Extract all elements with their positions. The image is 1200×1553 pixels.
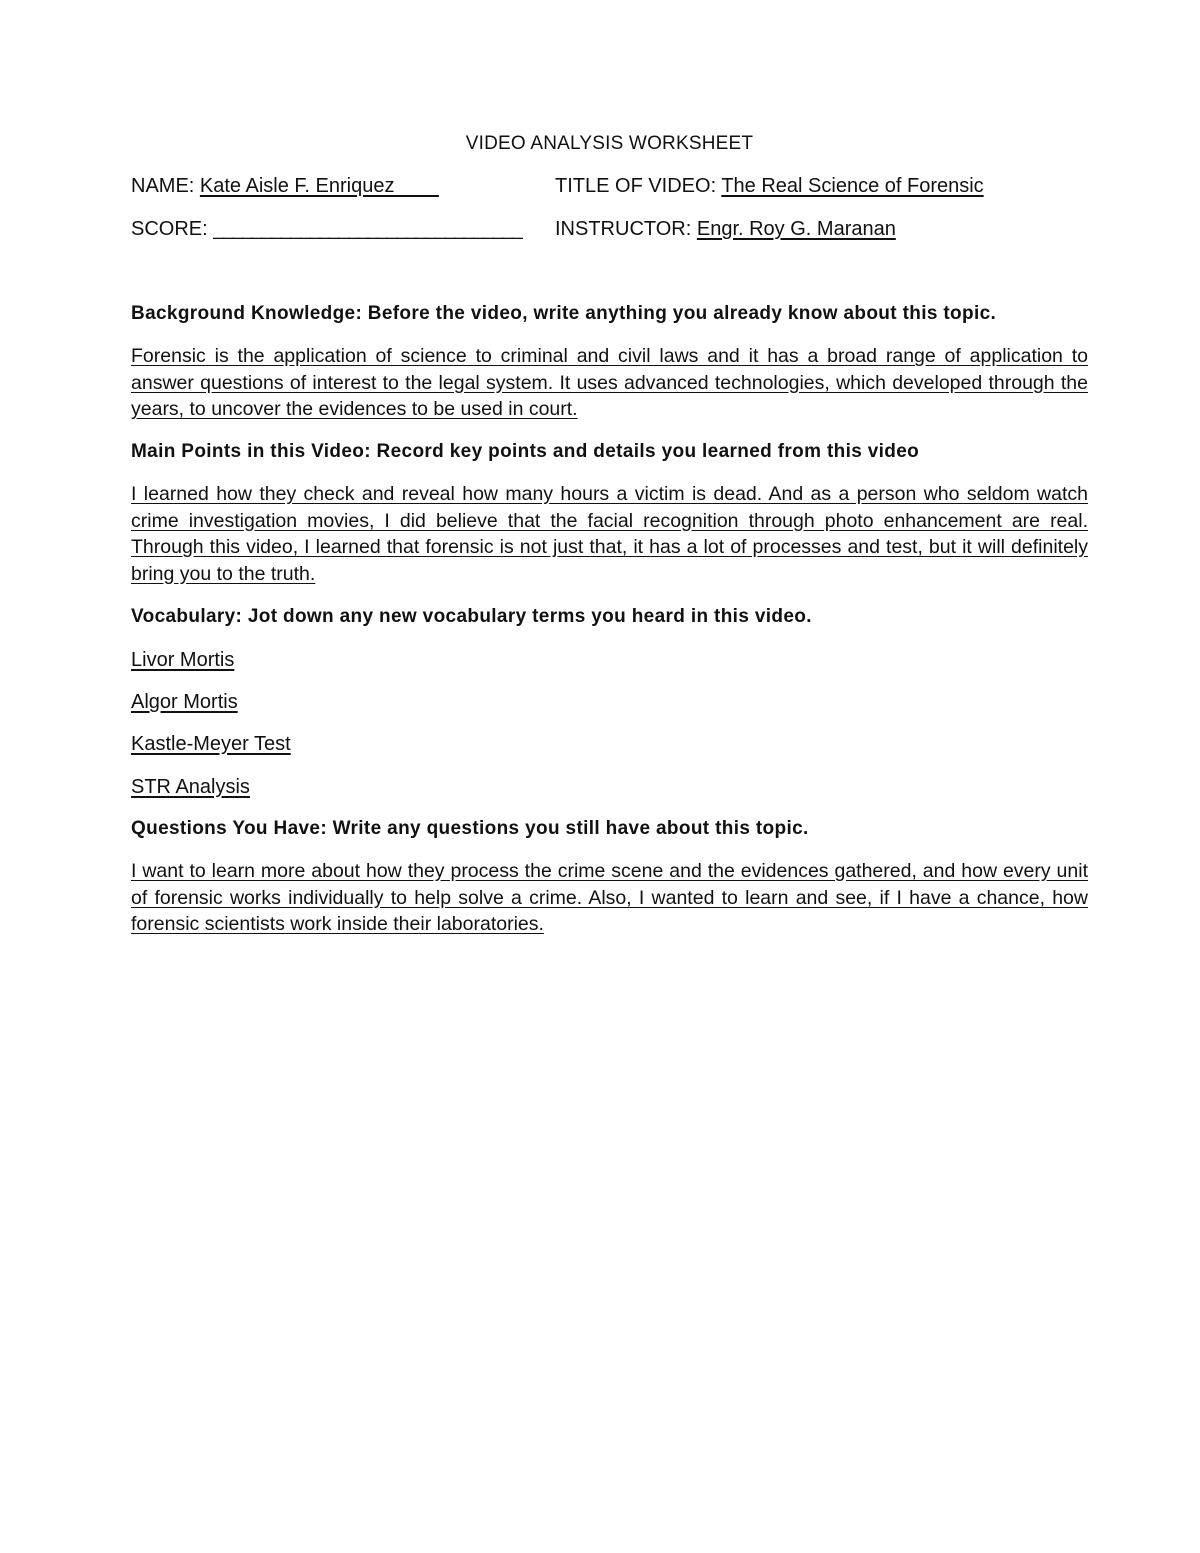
video-title-label: TITLE OF VIDEO: bbox=[555, 175, 722, 197]
vocabulary-item: Algor Mortis bbox=[131, 691, 238, 713]
background-answer: Forensic is the application of science to criminal and civil laws and it has a broad range of application to answer questions of interest to the legal system. It uses advanced technologies, which developed through the years, to uncover the evidences to be used in court. bbox=[131, 345, 1088, 420]
main-points-answer: I learned how they check and reveal how many hours a victim is dead. And as a person who seldom watch crime investigation movies, I did believe that the facial recognition through photo enhancement are real. Through this video, I learned that forensic is not just that, it has a lot of processes and test, but it will definitely bring you to the truth. bbox=[131, 483, 1088, 585]
questions-heading: Questions You Have: Write any questions you still have about this topic. bbox=[131, 818, 809, 839]
instructor-value: Engr. Roy G. Maranan bbox=[696, 218, 896, 240]
score-field bbox=[131, 217, 521, 241]
score-label: SCORE: bbox=[131, 218, 214, 240]
name-field bbox=[131, 174, 439, 198]
instructor-field bbox=[555, 217, 896, 241]
vocabulary-heading: Vocabulary: Jot down any new vocabulary terms you heard in this video. bbox=[131, 606, 812, 627]
video-title-field bbox=[555, 174, 984, 198]
questions-answer: I want to learn more about how they process the crime scene and the evidences gathered, and how every unit of forensic works individually to help solve a crime. Also, I wanted to learn and see, if I have a chance, how forensic scientists work inside their laboratories. bbox=[131, 860, 1088, 935]
worksheet-title: VIDEO ANALYSIS WORKSHEET bbox=[465, 133, 754, 154]
main-points-heading: Main Points in this Video: Record key points and details you learned from this video bbox=[131, 441, 920, 462]
instructor-label: INSTRUCTOR: bbox=[555, 218, 697, 240]
video-title-value: The Real Science of Forensic bbox=[721, 175, 984, 197]
vocabulary-item: STR Analysis bbox=[131, 776, 250, 798]
background-heading: Background Knowledge: Before the video, write anything you already know about this topic. bbox=[131, 303, 997, 324]
name-value: Kate Aisle F. Enriquez bbox=[199, 175, 439, 197]
worksheet-page bbox=[131, 0, 1088, 1553]
vocabulary-item: Kastle-Meyer Test bbox=[131, 733, 291, 755]
score-blank: ________________________________ bbox=[213, 218, 522, 240]
name-label: NAME: bbox=[131, 175, 200, 197]
vocabulary-item: Livor Mortis bbox=[131, 649, 235, 671]
